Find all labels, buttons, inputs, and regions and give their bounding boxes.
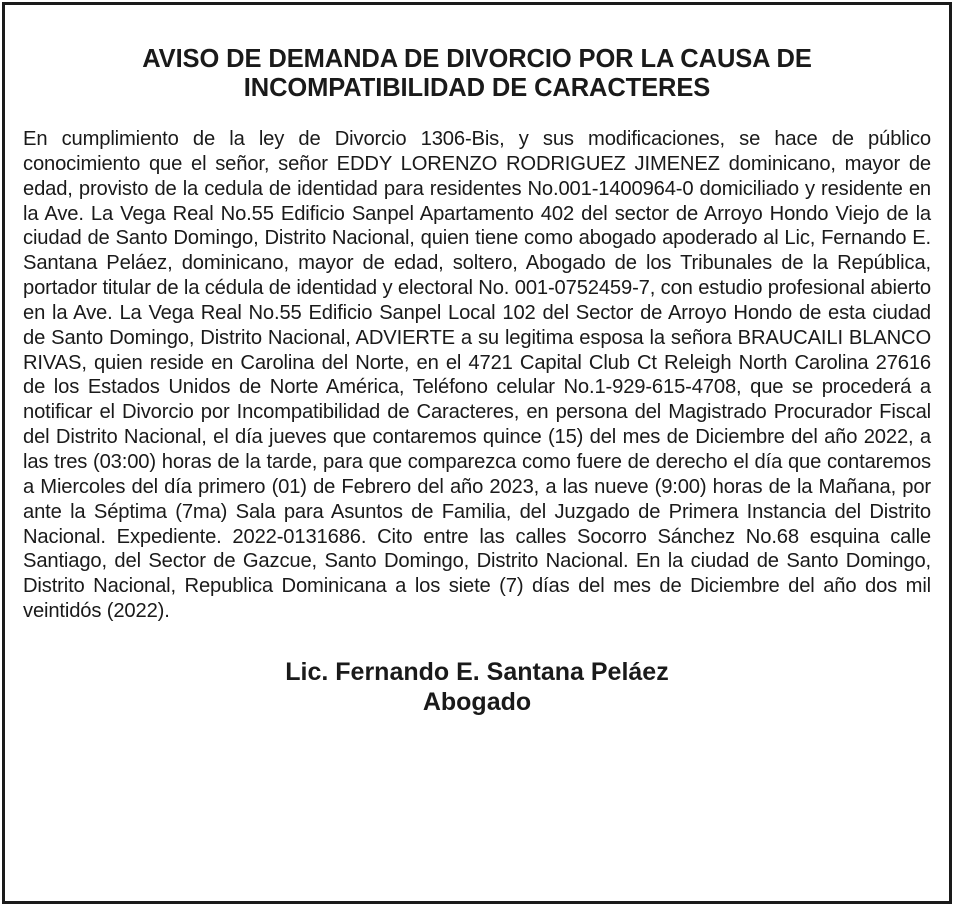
notice-title-line-1: AVISO DE DEMANDA DE DIVORCIO POR LA CAUSA DE — [142, 45, 812, 73]
notice-title — [23, 45, 931, 103]
notice-content — [23, 45, 931, 717]
signature-role: Abogado — [422, 687, 532, 716]
notice-title-line-2: INCOMPATIBILIDAD DE CARACTERES — [243, 74, 711, 102]
notice-border — [2, 2, 952, 904]
signature-name: Lic. Fernando E. Santana Peláez — [285, 657, 669, 686]
notice-body: En cumplimiento de la ley de Divorcio 1306-Bis, y sus modificaciones, se hace de público conocimiento que el señor, señor EDDY LORENZO RODRIGUEZ JIMENEZ dominicano, mayor de edad, provisto de la cedula de identidad para residentes No.001-1400964-0 domiciliado y residente en la Ave. La Vega Real No.55 Edificio Sanpel Apartamento 402 del sector de Arroyo Hondo Viejo de la ciudad de Santo Domingo, Distrito Nacional, quien tiene como abogado apoderado al Lic, Fernando E. Santana Peláez, dominicano, mayor de edad, soltero, Abogado de los Tribunales de la República, portador titular de la cédula de identidad y electoral No. 001-0752459-7, con estudio profesional abierto en la Ave. La Vega Real No.55 Edificio Sanpel Local 102 del Sector de Arroyo Hondo de esta ciudad de Santo Domingo, Distrito Nacional, ADVIERTE a su legitima esposa la señora BRAUCAILI BLANCO RIVAS, quien reside en Carolina del Norte, en el 4721 Capital Club Ct Releigh North Carolina 27616 de los Estados Unidos de Norte América, Teléfono celular No.1-929-615-4708, que se procederá a notificar el Divorcio por Incompatibilidad de Caracteres, en persona del Magistrado Procurador Fiscal del Distrito Nacional, el día jueves que contaremos quince (15) del mes de Diciembre del año 2022, a las tres (03:00) horas de la tarde, para que comparezca como fuere de derecho el día que contaremos a Miercoles del día primero (01) de Febrero del año 2023, a las nueve (9:00) horas de la Mañana, por ante la Séptima (7ma) Sala para Asuntos de Familia, del Juzgado de Primera Instancia del Distrito Nacional. Expediente. 2022-0131686. Cito entre las calles Socorro Sánchez No.68 esquina calle Santiago, del Sector de Gazcue, Santo Domingo, Distrito Nacional. En la ciudad de Santo Domingo, Distrito Nacional, Republica Dominicana a los siete (7) días del mes de Diciembre del año dos mil veintidós (2022). — [23, 128, 931, 623]
signature-block — [23, 657, 931, 717]
